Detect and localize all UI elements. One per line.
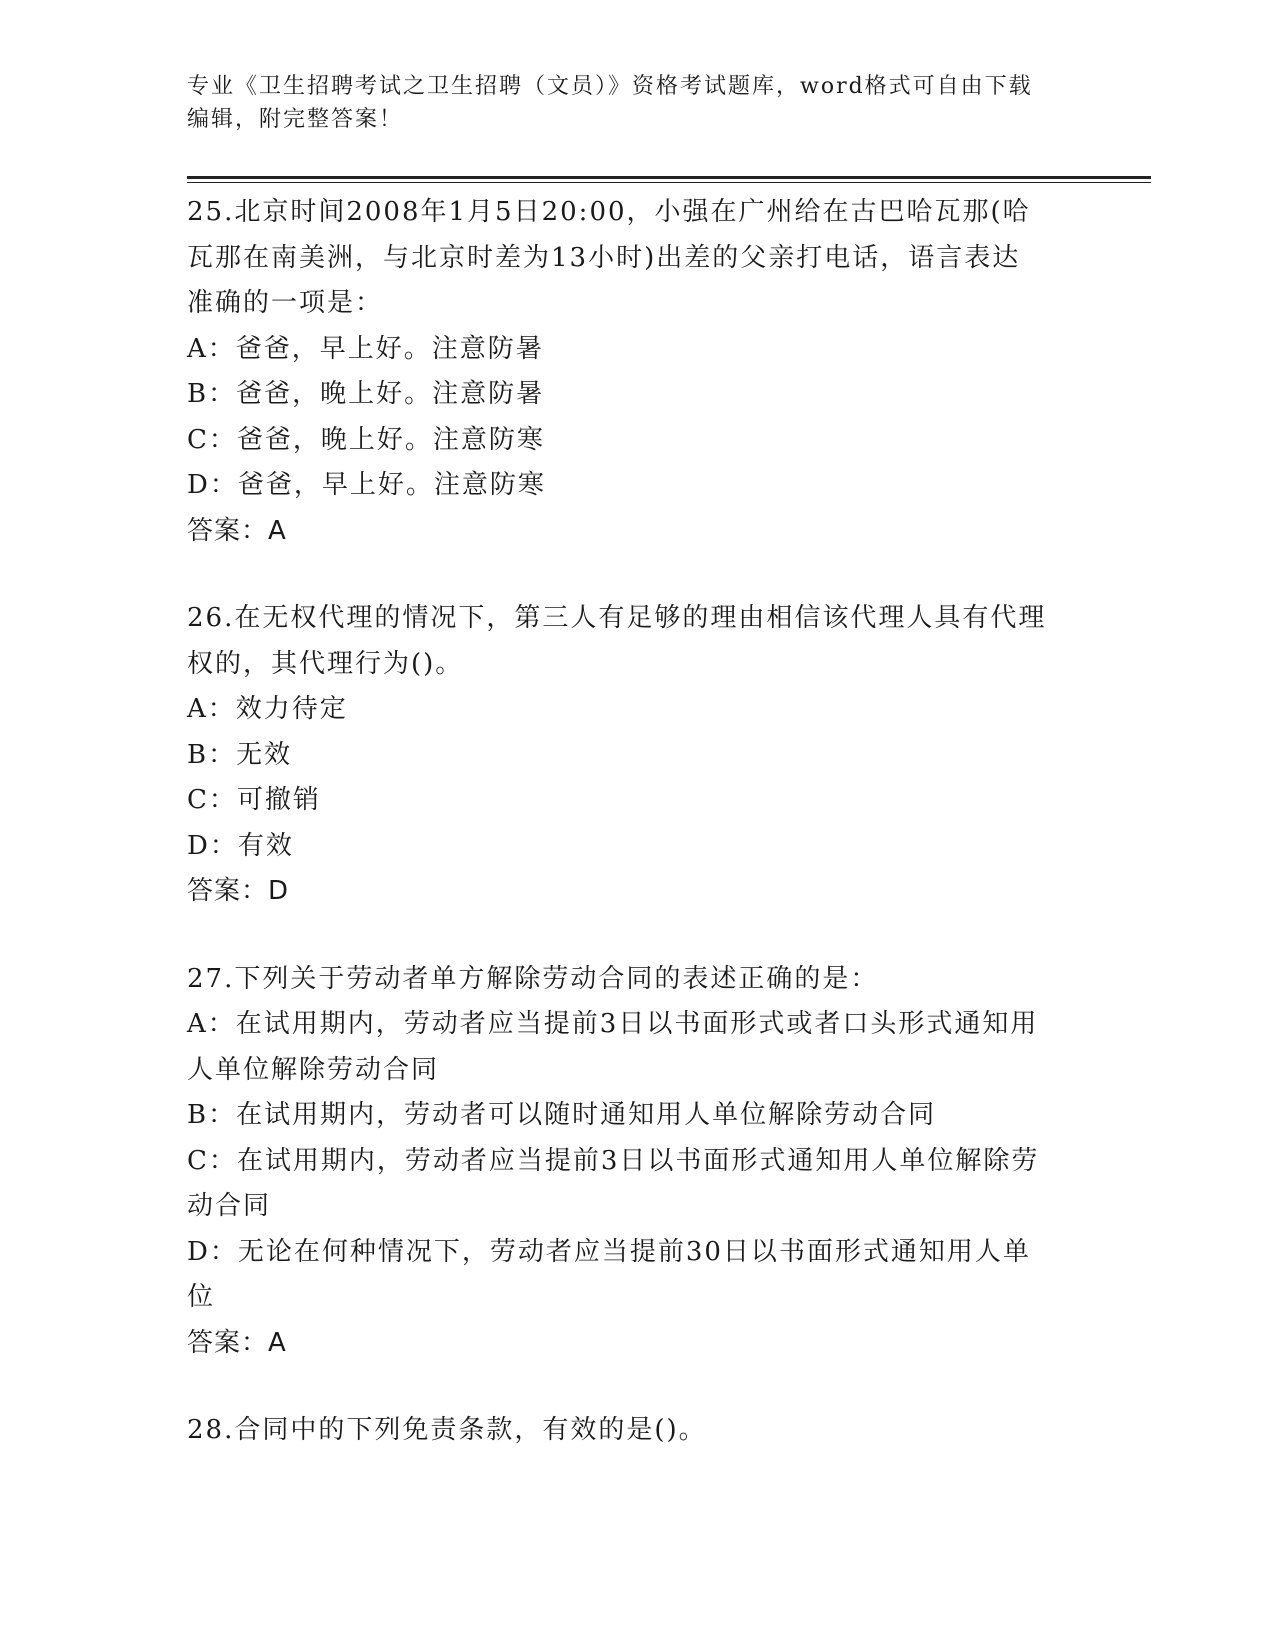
question-28	[187, 1408, 1087, 1454]
question-text-line: 准确的一项是：	[187, 288, 384, 318]
option-b: B：无效	[187, 739, 293, 770]
option-a-continued: 人单位解除劳动合同	[187, 1054, 440, 1085]
option-d-continued: 位	[187, 1282, 216, 1312]
option-c: C：可撤销	[187, 785, 321, 815]
question-text-line: 25.北京时间2008年1月5日20:00，小强在广州给在古巴哈瓦那(哈	[187, 197, 1031, 227]
intro-line-1: 专业《卫生招聘考试之卫生招聘（文员）》资格考试题库，word格式可自由下载	[187, 74, 1033, 99]
question-text-line: 权的，其代理行为()。	[187, 648, 464, 679]
option-a: A：爸爸，早上好。注意防暑	[187, 333, 544, 364]
document-header	[187, 70, 1087, 136]
option-d: D：爸爸，早上好。注意防寒	[187, 470, 546, 500]
divider-thin-line	[187, 182, 1151, 183]
header-divider	[187, 176, 1151, 183]
divider-thick-line	[187, 176, 1151, 179]
question-text-line: 瓦那在南美洲，与北京时差为13小时)出差的父亲打电话，语言表达	[187, 242, 1021, 273]
question-text-line: 28.合同中的下列免责条款，有效的是()。	[187, 1415, 707, 1445]
question-25	[187, 190, 1087, 554]
question-text-line: 27.下列关于劳动者单方解除劳动合同的表述正确的是：	[187, 963, 879, 994]
option-c: C：爸爸，晚上好。注意防寒	[187, 424, 545, 455]
option-b: B：爸爸，晚上好。注意防暑	[187, 379, 545, 409]
option-d: D：有效	[187, 830, 294, 861]
option-a: A：效力待定	[187, 694, 348, 724]
question-27	[187, 957, 1087, 1367]
option-c-continued: 动合同	[187, 1191, 272, 1221]
intro-line-2: 编辑，附完整答案！	[187, 107, 404, 132]
option-a: A：在试用期内，劳动者应当提前3日以书面形式或者口头形式通知用	[187, 1009, 1039, 1039]
question-list	[187, 190, 1087, 1496]
option-b: B：在试用期内，劳动者可以随时通知用人单位解除劳动合同	[187, 1100, 937, 1130]
option-c: C：在试用期内，劳动者应当提前3日以书面形式通知用人单位解除劳	[187, 1145, 1040, 1176]
answer-label: 答案：A	[187, 1327, 287, 1358]
answer-label: 答案：A	[187, 515, 287, 546]
option-d: D：无论在何种情况下，劳动者应当提前30日以书面形式通知用人单	[187, 1236, 1031, 1267]
answer-label: 答案：D	[187, 876, 290, 906]
question-text-line: 26.在无权代理的情况下，第三人有足够的理由相信该代理人具有代理	[187, 603, 1047, 633]
question-26	[187, 596, 1087, 915]
